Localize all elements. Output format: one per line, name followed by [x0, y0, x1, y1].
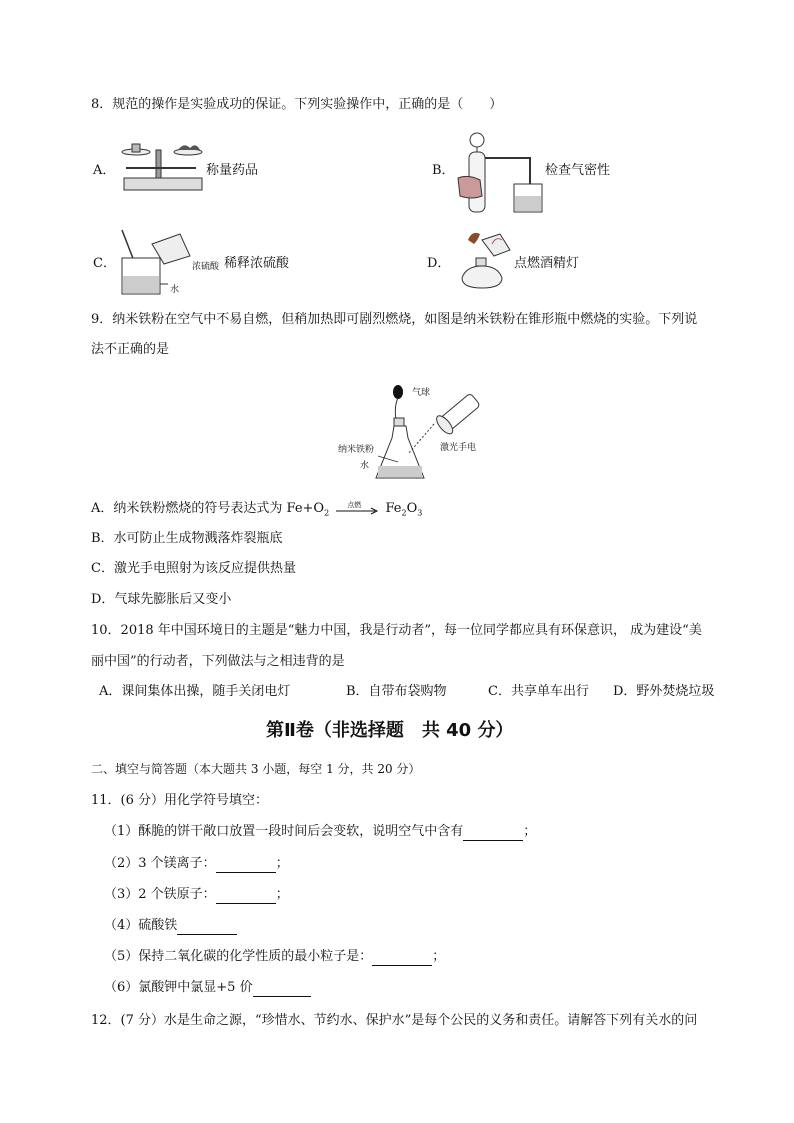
q8-option-d-letter: D． — [427, 256, 451, 271]
q8-option-c-letter: C． — [93, 256, 116, 271]
q8-option-d-text: 点燃酒精灯 — [514, 256, 580, 271]
q11-item-3: （3）2 个铁原子： ； — [104, 887, 289, 902]
q12-stem: 12．(7 分）水是生命之源，“珍惜水、节约水、保护水”是每个公民的义务和责任。请解答下列有关水的问 — [91, 1013, 698, 1028]
q11-item-4: （4）硫酸铁 — [104, 917, 237, 935]
q8-stem: 8．规范的操作是实验成功的保证。下列实验操作中，正确的是（ ） — [91, 97, 503, 112]
q10-option-d: D．野外焚烧垃圾 — [613, 684, 715, 699]
nano-iron-label: 纳米铁粉 — [338, 445, 375, 455]
q11-item-6: （6）氯酸钾中氯显+5 价 — [104, 979, 311, 997]
q9-option-d: D．气球先膨胀后又变小 — [91, 592, 232, 607]
water-label: 水 — [170, 285, 180, 295]
q8-option-b-letter: B． — [432, 163, 455, 178]
dilute-acid-illustration — [116, 228, 196, 296]
answer-blank[interactable] — [216, 889, 276, 904]
answer-blank[interactable] — [177, 920, 237, 935]
q11-item-1: （1）酥脆的饼干敞口放置一段时间后会变软，说明空气中含有 ； — [104, 824, 537, 839]
q8-option-b-text: 检查气密性 — [545, 163, 611, 178]
q9-option-a: A．纳米铁粉燃烧的符号表达式为 $Fe+O_2$ 点燃 $Fe_2O_3$ — [91, 500, 423, 518]
answer-blank[interactable] — [216, 858, 276, 873]
figure-water-label: 水 — [360, 461, 370, 471]
laser-label: 激光手电 — [440, 443, 477, 453]
q9-option-c: C．激光手电照射为该反应提供热量 — [91, 561, 296, 576]
balloon-label: 气球 — [412, 388, 431, 398]
q11-item-2: （2）3 个镁离子： ； — [104, 856, 289, 871]
q10-option-a: A．课间集体出操，随手关闭电灯 — [99, 684, 291, 699]
answer-blank[interactable] — [372, 951, 432, 966]
airtightness-check-illustration — [456, 130, 548, 216]
q10-option-b: B．自带布袋购物 — [346, 684, 447, 699]
balance-illustration — [116, 138, 208, 194]
conc-acid-label: 浓硫酸 — [192, 262, 220, 272]
q9-stem-line1: 9．纳米铁粉在空气中不易自燃，但稍加热即可剧烈燃烧，如图是纳米铁粉在锥形瓶中燃烧的实验。下列说 — [91, 312, 698, 327]
section-title: 第Ⅱ卷（非选择题 共 40 分） — [266, 720, 514, 741]
q8-option-a-letter: A． — [93, 163, 116, 178]
q10-stem-line2: 丽中国”的行动者，下列做法与之相违背的是 — [91, 654, 345, 669]
q11-item-5: （5）保持二氧化碳的化学性质的最小粒子是： ； — [104, 949, 446, 964]
q11-stem: 11．(6 分）用化学符号填空： — [91, 793, 269, 808]
answer-blank[interactable] — [463, 826, 523, 841]
q10-option-c: C．共享单车出行 — [488, 684, 589, 699]
q10-stem-line1: 10．2018 年中国环境日的主题是“魅力中国，我是行动者”，每一位同学都应具有环保意识， 成为建设“美 — [91, 623, 702, 638]
answer-blank[interactable] — [253, 982, 311, 997]
section-heading: 二、填空与简答题（本大题共 3 小题，每空 1 分，共 20 分） — [91, 762, 421, 776]
q8-option-a-text: 称量药品 — [206, 163, 259, 178]
reaction-arrow: 点燃 — [335, 504, 379, 514]
q8-option-c-text: 稀释浓硫酸 — [224, 256, 290, 271]
alcohol-lamp-illustration — [452, 230, 516, 294]
q9-stem-line2: 法不正确的是 — [91, 342, 170, 357]
q9-option-b: B．水可防止生成物溅落炸裂瓶底 — [91, 531, 283, 546]
